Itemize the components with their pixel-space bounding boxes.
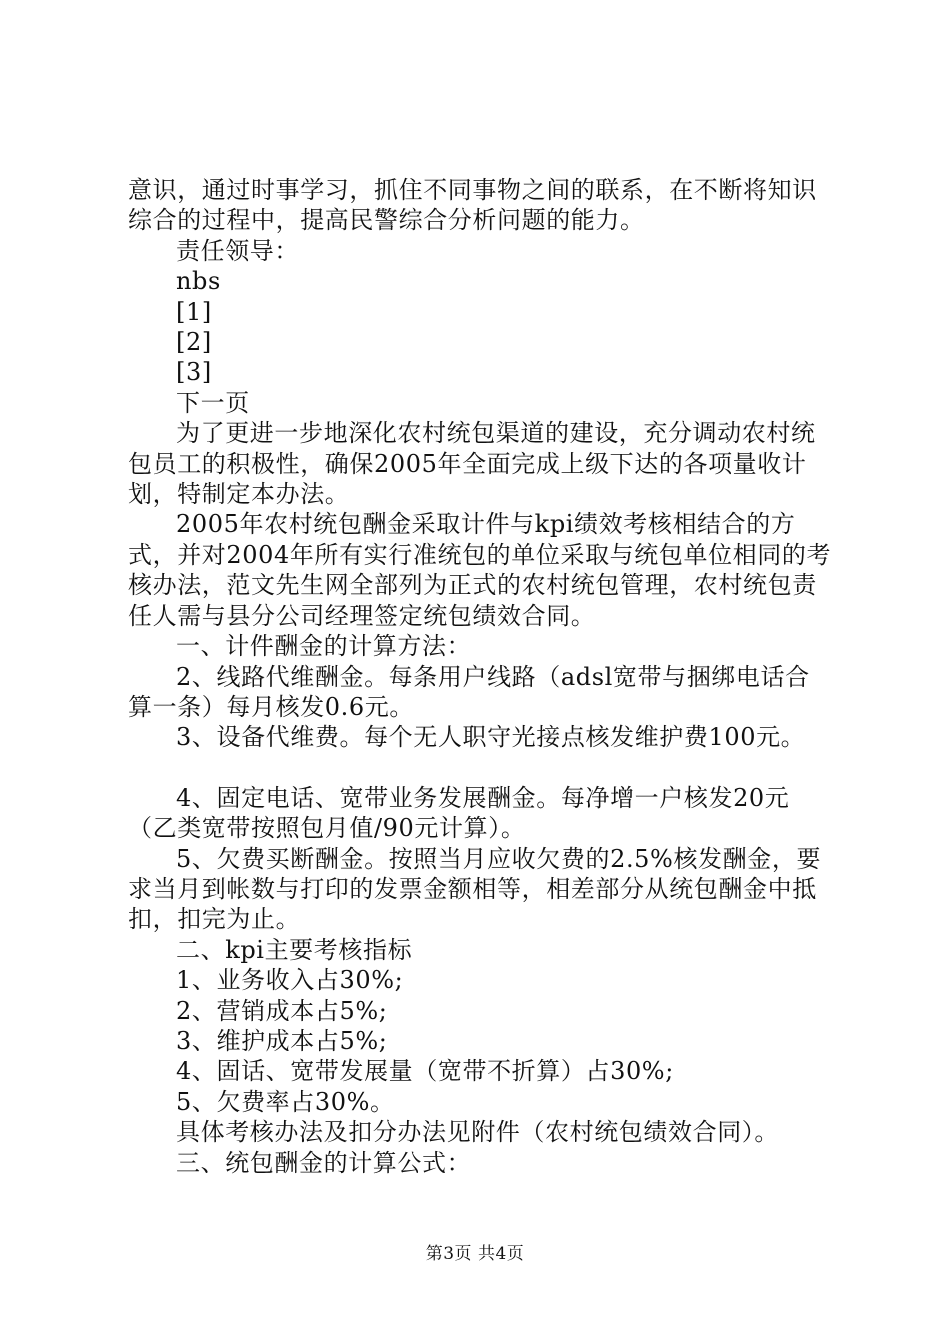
paragraph-intro: 意识，通过时事学习，抓住不同事物之间的联系，在不断将知识综合的过程中，提高民警综合分析问题的能力。	[128, 176, 817, 235]
kpi-item-1: 1、业务收入占30%;	[176, 966, 404, 995]
kpi-item-4: 4、固话、宽带发展量（宽带不折算）占30%;	[176, 1057, 674, 1086]
blank-line	[128, 753, 832, 783]
assessment-note: 具体考核办法及扣分办法见附件（农村统包绩效合同）。	[176, 1118, 779, 1147]
page-link-1[interactable]: [1]	[176, 297, 212, 326]
item-equipment-maintenance: 3、设备代维费。每个无人职守光接点核发维护费100元。	[176, 723, 806, 752]
page-link-3[interactable]: [3]	[176, 358, 212, 387]
item-arrears-buyout: 5、欠费买断酬金。按照当月应收欠费的2.5%核发酬金，要求当月到帐数与打印的发票金额相等，相差部分从统包酬金中抵扣，扣完为止。	[128, 844, 822, 934]
section-heading-3: 三、统包酬金的计算公式：	[176, 1148, 472, 1177]
paragraph-purpose: 为了更进一步地深化农村统包渠道的建设，充分调动农村统包员工的积极性，确保2005年全面完成上级下达的各项量收计划，特制定本办法。	[128, 419, 816, 509]
item-line-maintenance: 2、线路代维酬金。每条用户线路（adsl宽带与捆绑电话合算一条）每月核发0.6元。	[128, 662, 810, 721]
item-business-development: 4、固定电话、宽带业务发展酬金。每净增一户核发20元（乙类宽带按照包月值/90元计算）。	[128, 783, 790, 843]
responsible-leader-label: 责任领导：	[176, 236, 299, 265]
nbs-text: nbs	[176, 267, 221, 296]
next-page-link[interactable]: 下一页	[176, 388, 250, 417]
kpi-item-3: 3、维护成本占5%;	[176, 1026, 388, 1055]
page-footer	[0, 1243, 950, 1265]
page-link-2[interactable]: [2]	[176, 328, 212, 357]
section-heading-2: 二、kpi主要考核指标	[176, 935, 413, 964]
document-body	[128, 175, 832, 1178]
section-heading-1: 一、计件酬金的计算方法：	[176, 632, 472, 661]
kpi-item-2: 2、营销成本占5%;	[176, 996, 388, 1025]
paragraph-method: 2005年农村统包酬金采取计件与kpi绩效考核相结合的方式，并对2004年所有实行准统包的单位采取与统包单位相同的考核办法，范文先生网全部列为正式的农村统包管理，农村统包责任人需与县分公司经理签定统包绩效合同。	[128, 510, 832, 630]
kpi-item-5: 5、欠费率占30%。	[176, 1087, 395, 1116]
page-number: 第3页 共4页	[425, 1244, 525, 1264]
